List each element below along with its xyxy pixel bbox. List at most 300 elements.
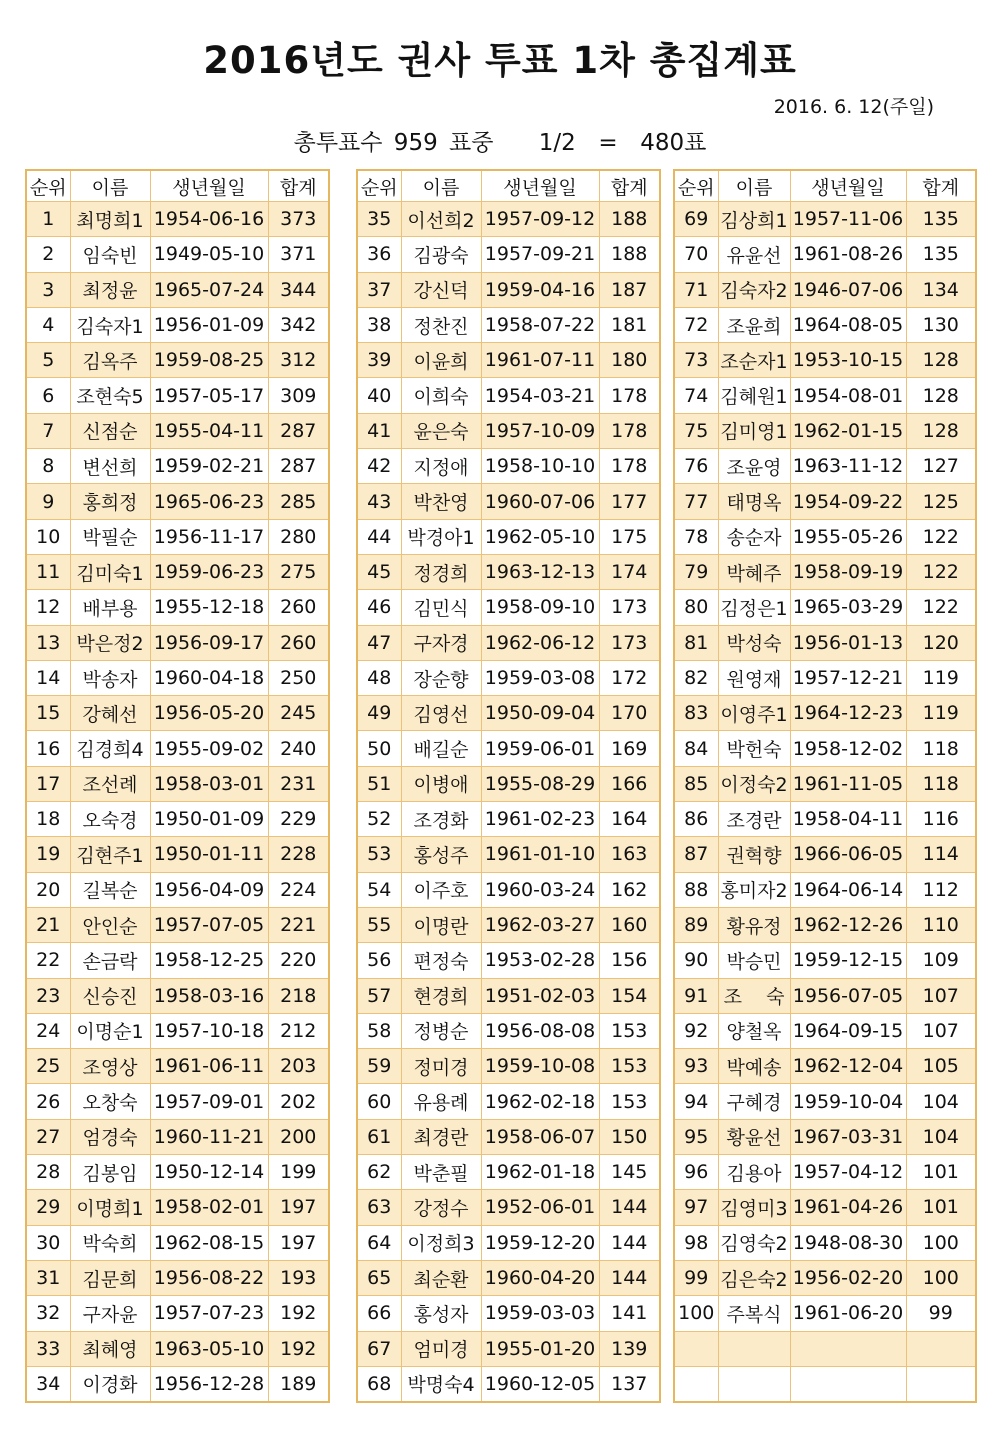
table-row [357,449,660,484]
birthdate-cell: 1946-07-06 [790,272,906,307]
name-cell: 길복순 [70,872,150,907]
rank-cell: 73 [674,343,718,378]
rank-cell: 99 [674,1260,718,1295]
table-row [26,802,329,837]
total-cell: 212 [268,1013,329,1048]
rank-cell: 56 [357,943,401,978]
total-cell: 229 [268,802,329,837]
table-row [26,1296,329,1331]
total-cell: 128 [906,378,976,413]
name-cell: 이영주1 [718,696,790,731]
table-row [357,484,660,519]
name-cell: 박승민 [718,943,790,978]
birthdate-cell: 1956-08-08 [481,1013,599,1048]
rank-cell: 91 [674,978,718,1013]
table-row [674,1260,976,1295]
total-cell: 118 [906,731,976,766]
name-cell: 구자경 [401,625,481,660]
total-cell: 192 [268,1331,329,1366]
total-cell: 193 [268,1260,329,1295]
birthdate-cell: 1957-11-06 [790,202,906,237]
table-row [26,590,329,625]
name-cell: 현경희 [401,978,481,1013]
rank-cell: 2 [26,237,70,272]
total-cell: 178 [599,378,660,413]
name-cell: 최경란 [401,1119,481,1154]
birthdate-cell: 1952-06-01 [481,1190,599,1225]
table-row [674,590,976,625]
rank-cell: 30 [26,1225,70,1260]
birthdate-cell: 1957-09-12 [481,202,599,237]
total-cell: 174 [599,554,660,589]
birthdate-cell: 1956-07-05 [790,978,906,1013]
name-cell: 장순향 [401,660,481,695]
birthdate-cell: 1965-07-24 [150,272,268,307]
birthdate-cell: 1964-08-05 [790,307,906,342]
rank-cell: 98 [674,1225,718,1260]
table-header-row [26,170,329,202]
table-row [674,519,976,554]
rank-cell: 15 [26,696,70,731]
name-cell: 오창숙 [70,1084,150,1119]
total-cell: 134 [906,272,976,307]
total-cell: 144 [599,1260,660,1295]
total-cell [906,1366,976,1402]
total-cell: 153 [599,1084,660,1119]
table-row [26,766,329,801]
rank-cell: 83 [674,696,718,731]
name-cell: 박경아1 [401,519,481,554]
birthdate-cell: 1950-01-11 [150,837,268,872]
table-row [26,1225,329,1260]
birthdate-cell: 1961-01-10 [481,837,599,872]
rank-cell: 71 [674,272,718,307]
total-cell: 178 [599,449,660,484]
rank-cell: 81 [674,625,718,660]
total-cell: 200 [268,1119,329,1154]
total-cell: 101 [906,1155,976,1190]
name-cell: 김영선 [401,696,481,731]
birthdate-cell: 1959-12-15 [790,943,906,978]
name-cell: 엄미경 [401,1331,481,1366]
name-cell: 박성숙 [718,625,790,660]
name-cell: 김정은1 [718,590,790,625]
birthdate-cell: 1959-10-08 [481,1049,599,1084]
name-cell: 황윤선 [718,1119,790,1154]
rank-cell: 45 [357,554,401,589]
page-title: 2016년도 권사 투표 1차 총집계표 [203,39,797,82]
birthdate-cell: 1959-03-03 [481,1296,599,1331]
name-cell: 태명옥 [718,484,790,519]
name-cell: 강신덕 [401,272,481,307]
rank-cell: 69 [674,202,718,237]
table-row [357,1190,660,1225]
rank-cell: 60 [357,1084,401,1119]
name-cell: 이명희1 [70,1190,150,1225]
name-cell: 조영상 [70,1049,150,1084]
total-cell: 104 [906,1119,976,1154]
name-cell: 정병순 [401,1013,481,1048]
rank-cell: 9 [26,484,70,519]
birthdate-cell: 1955-01-20 [481,1331,599,1366]
table-row [674,696,976,731]
table-row [26,1049,329,1084]
total-header: 합계 [906,170,976,202]
rank-cell: 33 [26,1331,70,1366]
total-cell: 122 [906,519,976,554]
birthdate-cell: 1959-10-04 [790,1084,906,1119]
rank-header: 순위 [26,170,70,202]
total-cell: 144 [599,1190,660,1225]
table-row [674,554,976,589]
birthdate-header: 생년월일 [150,170,268,202]
name-cell: 이경화 [70,1366,150,1402]
rank-cell: 14 [26,660,70,695]
birthdate-cell: 1962-06-12 [481,625,599,660]
name-cell: 최혜영 [70,1331,150,1366]
total-cell: 125 [906,484,976,519]
rank-cell: 48 [357,660,401,695]
total-cell: 145 [599,1155,660,1190]
table-row [26,978,329,1013]
total-cell: 128 [906,343,976,378]
name-cell: 김민식 [401,590,481,625]
birthdate-cell: 1956-11-17 [150,519,268,554]
birthdate-cell: 1961-06-20 [790,1296,906,1331]
birthdate-cell: 1956-09-17 [150,625,268,660]
birthdate-cell: 1958-12-02 [790,731,906,766]
total-cell: 250 [268,660,329,695]
vote-summary: 총투표수 959 표중 1/2 = 480표 [293,130,707,156]
name-cell: 조경란 [718,802,790,837]
table-row [674,343,976,378]
birthdate-header: 생년월일 [481,170,599,202]
birthdate-cell: 1957-12-21 [790,660,906,695]
total-cell: 144 [599,1225,660,1260]
name-cell: 박송자 [70,660,150,695]
table-row [26,837,329,872]
table-row [357,413,660,448]
birthdate-cell: 1959-04-16 [481,272,599,307]
total-cell: 275 [268,554,329,589]
table-row [26,272,329,307]
name-cell: 홍성자 [401,1296,481,1331]
total-cell: 99 [906,1296,976,1331]
table-row [357,1119,660,1154]
birthdate-cell: 1956-04-09 [150,872,268,907]
total-cell: 285 [268,484,329,519]
name-cell: 송순자 [718,519,790,554]
rank-cell [674,1366,718,1402]
name-cell: 구혜경 [718,1084,790,1119]
rank-cell: 19 [26,837,70,872]
birthdate-cell: 1964-09-15 [790,1013,906,1048]
name-cell: 조경화 [401,802,481,837]
rank-cell: 61 [357,1119,401,1154]
total-cell [906,1331,976,1366]
rank-cell: 44 [357,519,401,554]
name-cell: 임숙빈 [70,237,150,272]
name-cell: 박혜주 [718,554,790,589]
table-row [674,1225,976,1260]
rank-cell: 62 [357,1155,401,1190]
rank-cell: 13 [26,625,70,660]
table-row [674,202,976,237]
total-cell: 187 [599,272,660,307]
rank-header: 순위 [357,170,401,202]
birthdate-cell: 1956-08-22 [150,1260,268,1295]
birthdate-cell: 1962-01-18 [481,1155,599,1190]
rank-cell: 66 [357,1296,401,1331]
rank-cell: 5 [26,343,70,378]
rank-cell: 84 [674,731,718,766]
total-cell: 156 [599,943,660,978]
rank-cell: 3 [26,272,70,307]
name-cell: 이정숙2 [718,766,790,801]
rank-cell: 59 [357,1049,401,1084]
table-row [674,625,976,660]
rank-cell: 10 [26,519,70,554]
name-cell: 조현숙5 [70,378,150,413]
table-header-row [674,170,976,202]
rank-cell: 79 [674,554,718,589]
table-row [674,484,976,519]
total-cell: 153 [599,1013,660,1048]
table-row [26,625,329,660]
birthdate-cell: 1953-10-15 [790,343,906,378]
name-cell: 이명란 [401,907,481,942]
birthdate-cell: 1962-05-10 [481,519,599,554]
name-cell: 김경희4 [70,731,150,766]
name-cell: 김문희 [70,1260,150,1295]
rank-cell: 70 [674,237,718,272]
table-row [357,943,660,978]
total-cell: 197 [268,1190,329,1225]
birthdate-cell: 1961-08-26 [790,237,906,272]
birthdate-cell: 1959-06-23 [150,554,268,589]
total-cell: 128 [906,413,976,448]
total-header: 합계 [268,170,329,202]
total-cell: 139 [599,1331,660,1366]
rank-cell: 40 [357,378,401,413]
table-row [674,660,976,695]
name-header: 이름 [401,170,481,202]
table-row [26,1119,329,1154]
rank-cell: 86 [674,802,718,837]
name-cell: 정찬진 [401,307,481,342]
name-cell: 권혁향 [718,837,790,872]
name-cell: 정미경 [401,1049,481,1084]
birthdate-cell: 1964-06-14 [790,872,906,907]
birthdate-cell: 1958-07-22 [481,307,599,342]
total-cell: 107 [906,1013,976,1048]
birthdate-cell: 1960-11-21 [150,1119,268,1154]
name-cell: 이주호 [401,872,481,907]
table-row [26,237,329,272]
table-row [674,731,976,766]
table-row [674,802,976,837]
table-row [26,1155,329,1190]
total-cell: 344 [268,272,329,307]
ranking-table-3 [673,169,977,1403]
name-cell: 김상희1 [718,202,790,237]
name-cell: 홍미자2 [718,872,790,907]
name-cell [718,1331,790,1366]
name-cell: 김미숙1 [70,554,150,589]
table-row [357,202,660,237]
name-cell: 정경희 [401,554,481,589]
rank-cell: 67 [357,1331,401,1366]
table-row [357,1084,660,1119]
name-cell: 최정윤 [70,272,150,307]
table-row [26,1084,329,1119]
table-row [674,1084,976,1119]
table-row [674,272,976,307]
total-cell: 163 [599,837,660,872]
rank-cell: 85 [674,766,718,801]
total-cell: 153 [599,1049,660,1084]
table-row [357,872,660,907]
table-row [674,413,976,448]
birthdate-cell: 1953-02-28 [481,943,599,978]
rank-cell: 63 [357,1190,401,1225]
total-cell: 116 [906,802,976,837]
birthdate-cell: 1955-12-18 [150,590,268,625]
table-row [357,307,660,342]
birthdate-cell: 1957-05-17 [150,378,268,413]
birthdate-cell: 1961-02-23 [481,802,599,837]
total-cell: 371 [268,237,329,272]
birthdate-cell: 1960-04-18 [150,660,268,695]
birthdate-cell: 1962-03-27 [481,907,599,942]
table-row [357,1296,660,1331]
table-row [26,449,329,484]
rank-cell: 29 [26,1190,70,1225]
table-row [26,660,329,695]
rank-cell: 75 [674,413,718,448]
birthdate-cell: 1958-06-07 [481,1119,599,1154]
table-row [357,1366,660,1402]
name-cell: 조윤영 [718,449,790,484]
ranking-table-2 [356,169,661,1403]
total-cell: 150 [599,1119,660,1154]
birthdate-cell: 1962-12-04 [790,1049,906,1084]
birthdate-cell: 1956-12-28 [150,1366,268,1402]
rank-cell: 80 [674,590,718,625]
total-cell: 119 [906,696,976,731]
birthdate-cell: 1959-08-25 [150,343,268,378]
table-row [26,731,329,766]
birthdate-cell: 1962-01-15 [790,413,906,448]
total-cell: 224 [268,872,329,907]
birthdate-cell: 1956-01-09 [150,307,268,342]
rank-cell: 96 [674,1155,718,1190]
total-cell: 177 [599,484,660,519]
table-row [26,872,329,907]
birthdate-cell: 1967-03-31 [790,1119,906,1154]
rank-cell: 21 [26,907,70,942]
name-cell: 강정수 [401,1190,481,1225]
name-cell: 이선희2 [401,202,481,237]
birthdate-cell: 1954-03-21 [481,378,599,413]
name-header: 이름 [70,170,150,202]
name-cell: 김옥주 [70,343,150,378]
name-cell: 유윤선 [718,237,790,272]
rank-cell: 36 [357,237,401,272]
table-row [357,1155,660,1190]
birthdate-cell: 1963-05-10 [150,1331,268,1366]
rank-cell: 54 [357,872,401,907]
rank-cell: 42 [357,449,401,484]
table-row [674,943,976,978]
total-cell: 114 [906,837,976,872]
table-row [26,554,329,589]
total-header: 합계 [599,170,660,202]
table-row [674,378,976,413]
table-row [674,1190,976,1225]
rank-cell: 64 [357,1225,401,1260]
rank-cell: 4 [26,307,70,342]
name-cell: 이병애 [401,766,481,801]
total-cell: 342 [268,307,329,342]
rank-cell: 6 [26,378,70,413]
table-row [674,837,976,872]
table-row [357,625,660,660]
rank-cell: 97 [674,1190,718,1225]
total-cell: 280 [268,519,329,554]
total-cell: 166 [599,766,660,801]
birthdate-cell: 1957-09-21 [481,237,599,272]
total-cell: 109 [906,943,976,978]
rank-cell: 49 [357,696,401,731]
birthdate-cell: 1954-08-01 [790,378,906,413]
name-cell: 박은정2 [70,625,150,660]
total-cell: 197 [268,1225,329,1260]
name-cell: 홍희정 [70,484,150,519]
total-cell: 240 [268,731,329,766]
birthdate-cell: 1956-01-13 [790,625,906,660]
birthdate-cell: 1958-10-10 [481,449,599,484]
table-row [357,1260,660,1295]
table-row [357,731,660,766]
birthdate-cell: 1958-03-01 [150,766,268,801]
total-cell: 130 [906,307,976,342]
total-cell: 173 [599,625,660,660]
name-cell: 김현주1 [70,837,150,872]
total-cell: 122 [906,554,976,589]
birthdate-cell: 1959-02-21 [150,449,268,484]
birthdate-cell: 1958-09-10 [481,590,599,625]
rank-cell: 28 [26,1155,70,1190]
total-cell: 309 [268,378,329,413]
table-row [357,837,660,872]
rank-cell: 68 [357,1366,401,1402]
table-row [26,696,329,731]
birthdate-cell [790,1331,906,1366]
total-cell: 104 [906,1084,976,1119]
table-row [674,1331,976,1366]
table-row [357,907,660,942]
birthdate-cell: 1956-02-20 [790,1260,906,1295]
total-cell: 220 [268,943,329,978]
total-cell: 221 [268,907,329,942]
rank-cell: 20 [26,872,70,907]
name-cell: 안인순 [70,907,150,942]
rank-cell: 18 [26,802,70,837]
rank-cell: 77 [674,484,718,519]
total-cell: 119 [906,660,976,695]
name-cell: 배길순 [401,731,481,766]
